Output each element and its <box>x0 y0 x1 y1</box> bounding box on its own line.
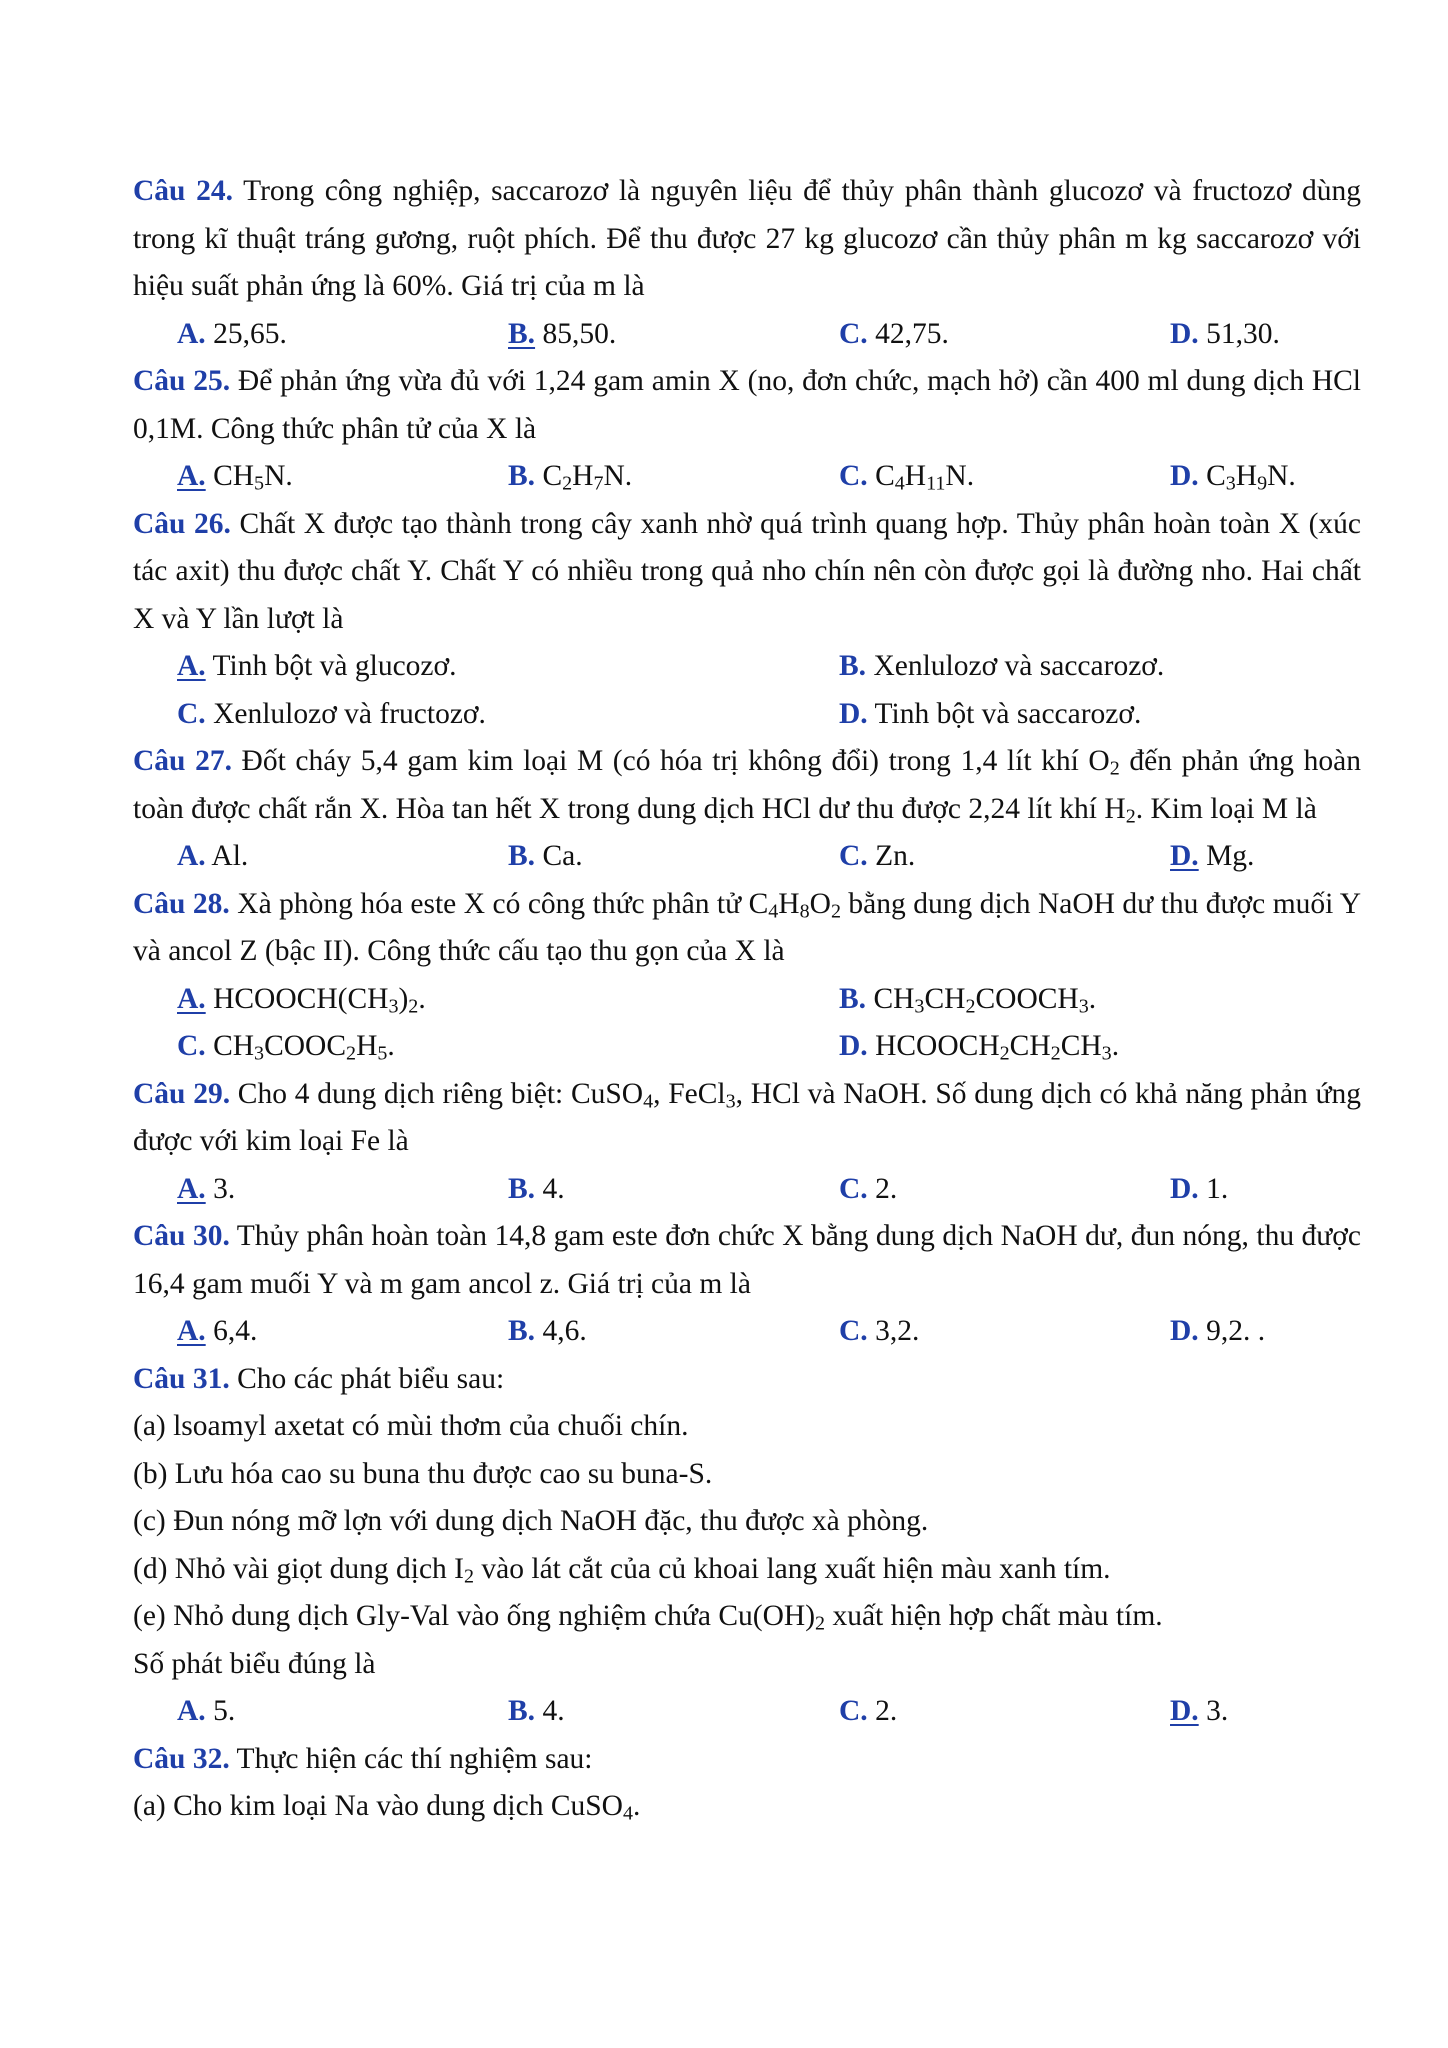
subscript: 7 <box>593 472 604 495</box>
option-c[interactable] <box>177 1023 839 1071</box>
text-run: COOC <box>264 1030 347 1062</box>
text-run: Thủy phân hoàn toàn 14,8 gam este đơn chức X bằng dung dịch NaOH dư, đun nóng, thu được 16,4 gam muối Y và m gam ancol z. Giá trị của m là <box>133 1220 1361 1300</box>
option-c[interactable] <box>839 1308 1170 1356</box>
options-row <box>133 311 1361 359</box>
text-run: , HCl và NaOH. Số dung dịch có khả năng phản ứng được với kim loại Fe là <box>133 1077 1362 1157</box>
option-d[interactable] <box>1170 833 1448 881</box>
option-d[interactable] <box>839 1023 1448 1071</box>
option-b[interactable] <box>839 643 1448 691</box>
option-label: C. <box>839 840 868 872</box>
text-run: vào lát cắt của củ khoai lang xuất hiện màu xanh tím. <box>474 1552 1111 1585</box>
text-run: Ca. <box>535 840 583 872</box>
text-run: CH <box>866 982 915 1015</box>
subscript: 3 <box>914 994 925 1017</box>
text-run: bằng dung dịch NaOH dư thu được muối Y và ancol Z (bậc II). Công thức cấu tạo thu gọn của X là <box>133 887 1362 967</box>
option-label: B. <box>508 1695 536 1727</box>
text-run: N. <box>603 460 633 492</box>
text-run: Để phản ứng vừa đủ với 1,24 gam amin X (no, đơn chức, mạch hở) cần 400 ml dung dịch HCl 0,1M. Công thức phân tử của X là <box>133 365 1362 445</box>
option-c[interactable] <box>839 453 1170 501</box>
option-d[interactable] <box>1170 1166 1448 1214</box>
text-run: H <box>778 887 800 920</box>
option-label: C. <box>839 460 868 492</box>
text-run: Xenlulozơ và fructozơ. <box>205 697 486 730</box>
subscript: 3 <box>725 1089 736 1112</box>
option-label: A. <box>177 840 206 872</box>
text-run: CH <box>205 460 255 492</box>
option-c[interactable] <box>839 1688 1170 1736</box>
text-run: . <box>387 1030 395 1062</box>
subscript: 2 <box>815 1612 826 1635</box>
option-b[interactable] <box>508 1308 839 1356</box>
text-run: 3. <box>205 1172 236 1205</box>
question-stem <box>133 168 1361 311</box>
text-run: C <box>1198 460 1226 492</box>
text-run: (b) Lưu hóa cao su buna thu được cao su buna-S. <box>133 1457 713 1490</box>
statement <box>133 1498 1361 1546</box>
statement <box>133 1403 1361 1451</box>
options-row <box>133 643 1361 691</box>
option-b[interactable] <box>508 1688 839 1736</box>
subscript: 2 <box>999 1042 1010 1065</box>
question-stem <box>133 1736 1361 1784</box>
text-run: . Kim loại M là <box>1135 792 1317 825</box>
options-row <box>133 1688 1361 1736</box>
option-label: D. <box>1170 1172 1199 1205</box>
question-number: Câu 27. <box>133 745 232 777</box>
option-b[interactable] <box>508 1166 839 1214</box>
option-label: A. <box>177 1172 206 1205</box>
text-run: Tinh bột và saccarozơ. <box>867 697 1142 730</box>
text-run: CH <box>924 982 966 1015</box>
option-a[interactable] <box>177 311 508 359</box>
question-stem <box>133 1356 1361 1404</box>
option-label: C. <box>177 697 206 730</box>
option-d[interactable] <box>1170 1308 1448 1356</box>
subscript: 2 <box>1109 757 1120 780</box>
option-d[interactable] <box>839 691 1448 739</box>
option-label: B. <box>508 840 536 872</box>
text-run: COOCH <box>975 982 1079 1015</box>
option-label: C. <box>177 1030 206 1062</box>
text-run: 85,50. <box>535 317 617 350</box>
statement <box>133 1451 1361 1499</box>
options-row <box>133 691 1361 739</box>
exam-page <box>133 168 1361 1831</box>
text-run: Chất X được tạo thành trong cây xanh nhờ quá trình quang hợp. Thủy phân hoàn toàn X (xúc tác axit) thu được chất Y. Chất Y có nhiều trong quả nho chín nên còn được gọi là đường nho. Hai chất X và Y lần lượt là <box>133 507 1361 635</box>
text-run: ) <box>398 982 409 1015</box>
option-label: D. <box>1170 840 1199 872</box>
text-run: Số phát biểu đúng là <box>133 1647 376 1680</box>
text-run: Al. <box>205 840 249 872</box>
text-run: CH <box>1060 1030 1102 1062</box>
text-run: Mg. <box>1198 840 1255 872</box>
option-b[interactable] <box>839 976 1448 1024</box>
text-run: . <box>633 1790 641 1822</box>
text-run: . <box>1111 1030 1120 1062</box>
option-d[interactable] <box>1170 1688 1448 1736</box>
text-run: Trong công nghiệp, saccarozơ là nguyên liệu để thủy phân thành glucozơ và fructozơ dùng trong kĩ thuật tráng gương, ruột phích. Để thu được 27 kg glucozơ cần thủy phân m kg saccarozơ với hiệu suất phản ứng là 60%. Giá trị của m là <box>133 175 1361 302</box>
subscript: 9 <box>1257 472 1268 495</box>
text-run: 42,75. <box>867 317 949 350</box>
subscript: 4 <box>643 1089 654 1112</box>
text-run: CH <box>1009 1030 1051 1062</box>
subscript: 2 <box>464 1564 475 1587</box>
text-run: 25,65. <box>205 317 287 350</box>
options-row <box>133 833 1361 881</box>
text-run: 1. <box>1198 1172 1229 1205</box>
option-label: D. <box>839 1030 868 1062</box>
option-label: A. <box>177 317 206 350</box>
text-run: HCOOCH <box>867 1030 1000 1062</box>
question-number: Câu 32. <box>133 1742 230 1775</box>
question-stem <box>133 358 1361 453</box>
text-run: CH <box>205 1030 255 1062</box>
text-run: (a) lsoamyl axetat có mùi thơm của chuối chín. <box>133 1410 689 1442</box>
text-run: Thực hiện các thí nghiệm sau: <box>229 1742 593 1775</box>
option-label: C. <box>839 1172 868 1205</box>
text-run: (e) Nhỏ dung dịch Gly-Val vào ống nghiệm chứa Cu(OH) <box>133 1600 816 1632</box>
subscript: 2 <box>346 1042 357 1065</box>
statement <box>133 1593 1361 1641</box>
text-run: (c) Đun nóng mỡ lợn với dung dịch NaOH đặc, thu được xà phòng. <box>133 1505 929 1537</box>
text-run: 9,2. . <box>1198 1315 1266 1347</box>
question-number: Câu 30. <box>133 1220 230 1252</box>
question-stem <box>133 738 1361 833</box>
subscript: 11 <box>926 472 946 495</box>
question-number: Câu 31. <box>133 1362 230 1395</box>
text-run: 5. <box>205 1695 236 1727</box>
text-run: 2. <box>867 1172 898 1205</box>
subscript: 2 <box>408 994 419 1017</box>
text-run: C <box>535 460 563 492</box>
option-b[interactable] <box>508 311 839 359</box>
text-run: Xenlulozơ và saccarozơ. <box>866 650 1165 682</box>
text-run: . <box>418 982 426 1015</box>
option-label: D. <box>1170 317 1199 350</box>
text-run: Cho các phát biểu sau: <box>229 1362 505 1395</box>
option-a[interactable] <box>177 453 508 501</box>
option-d[interactable] <box>1170 311 1448 359</box>
subscript: 4 <box>894 472 905 495</box>
option-a[interactable] <box>177 833 508 881</box>
question-number: Câu 26. <box>133 507 231 540</box>
subscript: 3 <box>1078 994 1089 1017</box>
subscript: 3 <box>254 1042 265 1065</box>
question-number: Câu 24. <box>133 175 233 207</box>
text-run: (a) Cho kim loại Na vào dung dịch CuSO <box>133 1790 623 1822</box>
question-number: Câu 29. <box>133 1077 231 1110</box>
option-label: A. <box>177 1315 206 1347</box>
text-run: 51,30. <box>1198 317 1280 350</box>
option-a[interactable] <box>177 1166 508 1214</box>
text-run: Zn. <box>867 840 916 872</box>
option-label: A. <box>177 650 206 682</box>
option-d[interactable] <box>1170 453 1448 501</box>
text-run: H <box>904 460 927 492</box>
text-run: xuất hiện hợp chất màu tím. <box>825 1600 1163 1632</box>
text-run: (d) Nhỏ vài giọt dung dịch I <box>133 1552 464 1585</box>
option-label: C. <box>839 1315 868 1347</box>
option-label: C. <box>839 317 868 350</box>
subscript: 2 <box>1050 1042 1061 1065</box>
option-label: B. <box>508 1172 536 1205</box>
option-label: B. <box>839 650 867 682</box>
text-run: H <box>356 1030 378 1062</box>
text-run: C <box>867 460 895 492</box>
option-label: D. <box>1170 460 1199 492</box>
subscript: 2 <box>830 899 841 922</box>
option-c[interactable] <box>839 311 1170 359</box>
option-label: A. <box>177 460 206 492</box>
text-run: HCOOCH(CH <box>205 982 389 1015</box>
option-label: D. <box>1170 1315 1199 1347</box>
option-label: B. <box>508 460 536 492</box>
question-stem <box>133 881 1361 976</box>
question-stem <box>133 1071 1361 1166</box>
text-run: . <box>1088 982 1097 1015</box>
text-run: 3. <box>1198 1695 1229 1727</box>
option-label: D. <box>1170 1695 1199 1727</box>
option-a[interactable] <box>177 976 839 1024</box>
option-c[interactable] <box>839 833 1170 881</box>
subscript: 3 <box>1225 472 1236 495</box>
option-label: C. <box>839 1695 868 1727</box>
question-stem <box>133 1213 1361 1308</box>
option-label: B. <box>508 1315 536 1347</box>
subscript: 2 <box>562 472 573 495</box>
text-run: 4,6. <box>535 1315 587 1347</box>
option-b[interactable] <box>508 833 839 881</box>
text-run: H <box>1235 460 1258 492</box>
options-row <box>133 976 1361 1024</box>
subscript: 2 <box>965 994 976 1017</box>
options-row <box>133 1023 1361 1071</box>
text-run: N. <box>264 460 293 492</box>
text-run: Đốt cháy 5,4 gam kim loại M (có hóa trị không đổi) trong 1,4 lít khí O <box>231 745 1110 777</box>
text-run: đến phản ứng hoàn toàn được chất rắn X. Hòa tan hết X trong dung dịch HCl dư thu được 2,24 lít khí H <box>133 745 1361 825</box>
question-stem <box>133 501 1361 644</box>
option-label: A. <box>177 1695 206 1727</box>
option-a[interactable] <box>177 643 839 691</box>
options-row <box>133 1308 1361 1356</box>
text-run: 2. <box>867 1695 898 1727</box>
options-row <box>133 453 1361 501</box>
option-c[interactable] <box>177 691 839 739</box>
text-run: 4. <box>535 1695 565 1727</box>
text-run: N. <box>945 460 975 492</box>
statement <box>133 1783 1361 1831</box>
text-run: N. <box>1267 460 1296 492</box>
option-label: B. <box>508 317 536 350</box>
text-run: , FeCl <box>653 1077 726 1110</box>
statement <box>133 1641 1361 1689</box>
option-c[interactable] <box>839 1166 1170 1214</box>
text-run: O <box>809 887 831 920</box>
text-run: Cho 4 dung dịch riêng biệt: CuSO <box>230 1077 644 1110</box>
option-label: D. <box>839 697 868 730</box>
subscript: 8 <box>799 899 810 922</box>
text-run: 4. <box>535 1172 565 1205</box>
text-run: 6,4. <box>205 1315 258 1347</box>
subscript: 4 <box>768 899 779 922</box>
option-a[interactable] <box>177 1688 508 1736</box>
text-run: Xà phòng hóa este X có công thức phân tử C <box>229 887 769 920</box>
options-row <box>133 1166 1361 1214</box>
text-run: 3,2. <box>867 1315 920 1347</box>
subscript: 5 <box>377 1042 388 1065</box>
question-number: Câu 25. <box>133 365 231 397</box>
statement <box>133 1546 1361 1594</box>
subscript: 2 <box>1125 804 1136 827</box>
subscript: 3 <box>388 994 399 1017</box>
option-label: B. <box>839 982 867 1015</box>
question-number: Câu 28. <box>133 887 230 920</box>
option-b[interactable] <box>508 453 839 501</box>
text-run: H <box>572 460 594 492</box>
subscript: 4 <box>622 1802 633 1825</box>
subscript: 5 <box>254 472 265 495</box>
subscript: 3 <box>1101 1042 1112 1065</box>
text-run: Tinh bột và glucozơ. <box>205 650 457 682</box>
option-label: A. <box>177 982 206 1015</box>
option-a[interactable] <box>177 1308 508 1356</box>
